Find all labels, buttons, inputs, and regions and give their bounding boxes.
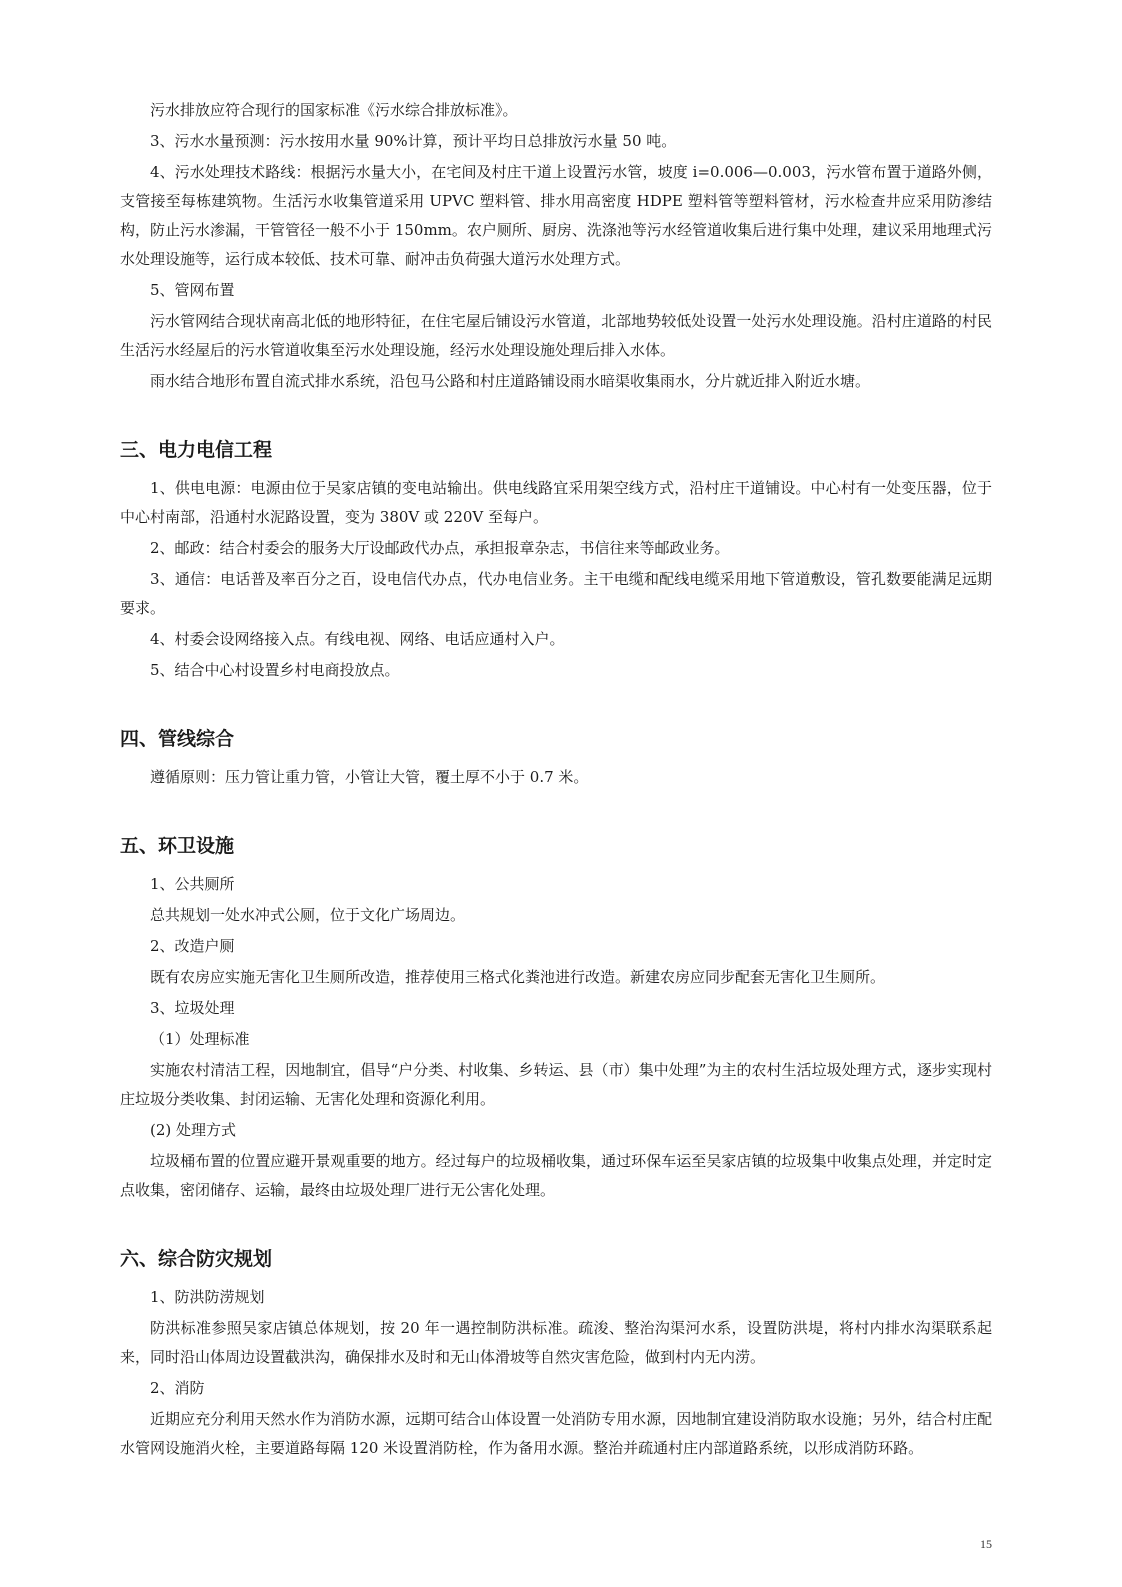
paragraph: 2、改造户厕 bbox=[150, 937, 235, 955]
paragraph: 污水排放应符合现行的国家标准《污水综合排放标准》。 bbox=[150, 101, 518, 119]
paragraph: 遵循原则：压力管让重力管，小管让大管，覆土厚不小于 0.7 米。 bbox=[150, 768, 589, 786]
paragraph: 雨水结合地形布置自流式排水系统，沿包马公路和村庄道路铺设雨水暗渠收集雨水，分片就近排入附近水塘。 bbox=[150, 372, 871, 390]
paragraph: 5、结合中心村设置乡村电商投放点。 bbox=[150, 661, 400, 679]
paragraph: 既有农房应实施无害化卫生厕所改造，推荐使用三格式化粪池进行改造。新建农房应同步配套无害化卫生厕所。 bbox=[150, 968, 886, 986]
page-number: 15 bbox=[980, 1537, 992, 1551]
paragraph: 3、通信：电话普及率百分之百，设电信代办点，代办电信业务。主干电缆和配线电缆采用地下管道敷设，管孔数要能满足远期要求。 bbox=[120, 570, 992, 617]
paragraph: 实施农村清洁工程，因地制宜，倡导“户分类、村收集、乡转运、县（市）集中处理”为主的农村生活垃圾处理方式，逐步实现村庄垃圾分类收集、封闭运输、无害化处理和资源化利用。 bbox=[120, 1061, 992, 1108]
document-body bbox=[120, 96, 992, 1463]
paragraph: 3、垃圾处理 bbox=[150, 999, 235, 1017]
paragraph: 2、消防 bbox=[150, 1379, 205, 1397]
paragraph: 5、管网布置 bbox=[150, 281, 235, 299]
paragraph: 4、村委会设网络接入点。有线电视、网络、电话应通村入户。 bbox=[150, 630, 565, 648]
section-heading: 六、综合防灾规划 bbox=[120, 1248, 273, 1270]
paragraph: 4、污水处理技术路线：根据污水量大小，在宅间及村庄干道上设置污水管，坡度 i=0.006—0.003，污水管布置于道路外侧，支管接至每栋建筑物。生活污水收集管道采用 UPVC 塑料管、排水用高密度 HDPE 塑料管等塑料管材，污水检查井应采用防渗结构，防止污水渗漏，干管管径一般不小于 150mm。农户厕所、厨房、洗涤池等污水经管道收集后进行集中处理，建议采用地理式污水处理设施等，运行成本较低、技术可靠、耐冲击负荷强大道污水处理方式。 bbox=[120, 163, 992, 268]
paragraph: （1）处理标准 bbox=[150, 1030, 250, 1048]
paragraph: 总共规划一处水冲式公厕，位于文化广场周边。 bbox=[150, 906, 466, 924]
section-heading: 三、电力电信工程 bbox=[120, 439, 273, 461]
section-heading: 四、管线综合 bbox=[120, 728, 235, 750]
section-heading: 五、环卫设施 bbox=[120, 835, 235, 857]
paragraph: (2) 处理方式 bbox=[150, 1121, 237, 1139]
paragraph: 垃圾桶布置的位置应避开景观重要的地方。经过每户的垃圾桶收集，通过环保车运至吴家店镇的垃圾集中收集点处理，并定时定点收集，密闭储存、运输，最终由垃圾处理厂进行无公害化处理。 bbox=[120, 1152, 992, 1199]
paragraph: 1、供电电源：电源由位于吴家店镇的变电站输出。供电线路宜采用架空线方式，沿村庄干道铺设。中心村有一处变压器，位于中心村南部，沿通村水泥路设置，变为 380V 或 220V 至每户。 bbox=[120, 479, 992, 526]
paragraph: 1、防洪防涝规划 bbox=[150, 1288, 265, 1306]
paragraph: 防洪标准参照吴家店镇总体规划，按 20 年一遇控制防洪标准。疏浚、整治沟渠河水系，设置防洪堤，将村内排水沟渠联系起来，同时沿山体周边设置截洪沟，确保排水及时和无山体滑坡等自然灾害危险，做到村内无内涝。 bbox=[120, 1319, 992, 1366]
paragraph: 3、污水水量预测：污水按用水量 90%计算，预计平均日总排放污水量 50 吨。 bbox=[150, 132, 677, 150]
paragraph: 近期应充分利用天然水作为消防水源，远期可结合山体设置一处消防专用水源，因地制宜建设消防取水设施；另外，结合村庄配水管网设施消火栓，主要道路每隔 120 米设置消防栓，作为备用水源。整治并疏通村庄内部道路系统，以形成消防环路。 bbox=[120, 1410, 992, 1457]
paragraph: 1、公共厕所 bbox=[150, 875, 235, 893]
paragraph: 2、邮政：结合村委会的服务大厅设邮政代办点，承担报章杂志，书信往来等邮政业务。 bbox=[150, 539, 730, 557]
paragraph: 污水管网结合现状南高北低的地形特征，在住宅屋后铺设污水管道，北部地势较低处设置一处污水处理设施。沿村庄道路的村民生活污水经屋后的污水管道收集至污水处理设施，经污水处理设施处理后排入水体。 bbox=[120, 312, 992, 359]
